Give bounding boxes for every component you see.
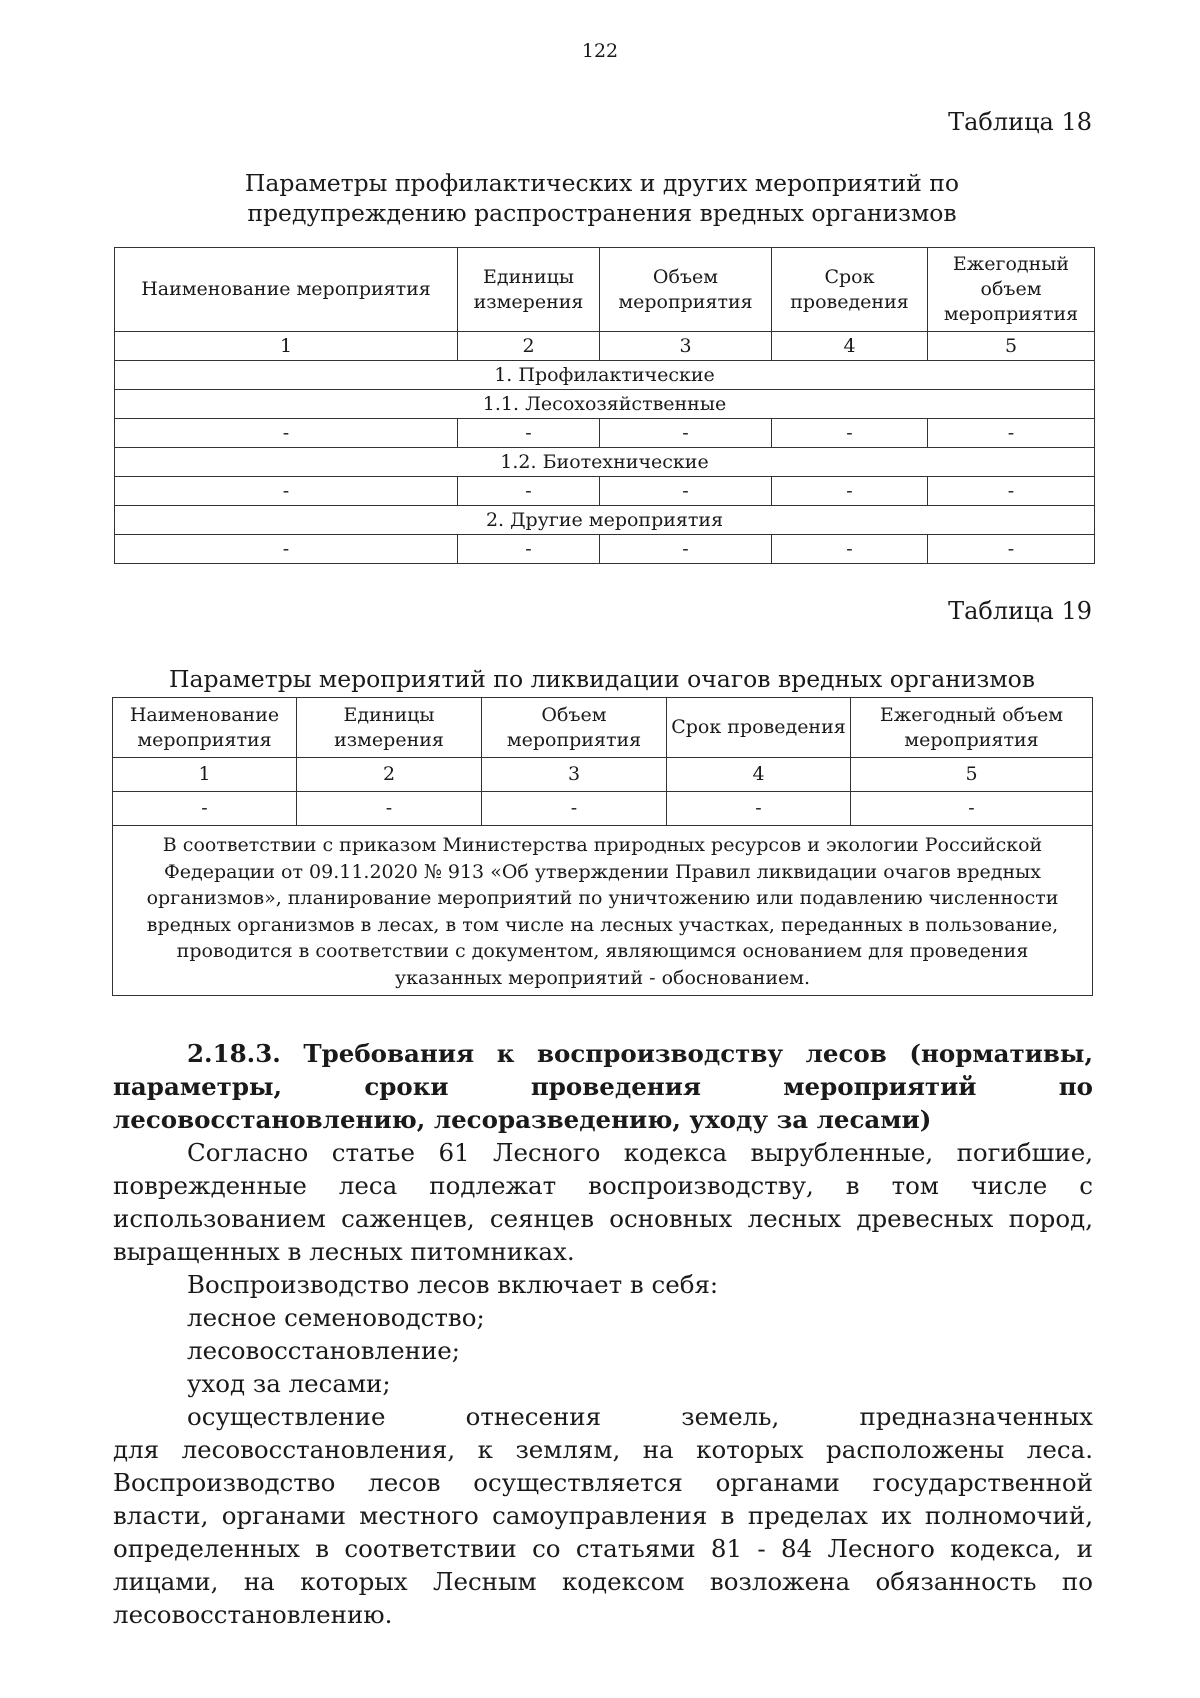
header-cell: Ежегодный объем мероприятия <box>928 248 1095 332</box>
paragraph: Согласно статье 61 Лесного кодекса вырубленные, погибшие, поврежденные леса подлежат воспроизводству, в том числе с использованием саженцев, сеянцев основных лесных древесных пород, выращенных в лесных питомниках. <box>113 1138 1093 1266</box>
table-cell: - <box>667 792 851 826</box>
list-item <box>187 1400 1093 1433</box>
table-18-caption-line2: предупреждению распространения вредных организмов <box>247 199 957 227</box>
list-item: уход за лесами; <box>187 1369 391 1398</box>
column-number: 1 <box>115 332 458 361</box>
table-row <box>115 535 1095 564</box>
word: земель, <box>681 1402 780 1431</box>
column-number: 1 <box>113 758 297 792</box>
section-row: 2. Другие мероприятия <box>115 506 1095 535</box>
page-number: 122 <box>581 40 619 62</box>
table-cell: - <box>772 535 928 564</box>
table-row <box>113 826 1093 996</box>
column-number: 4 <box>667 758 851 792</box>
table-18-caption-line1: Параметры профилактических и других мероприятий по <box>244 169 960 197</box>
table-row <box>115 361 1095 390</box>
table-cell: - <box>115 419 458 448</box>
table-row <box>115 477 1095 506</box>
section-row: 1.1. Лесохозяйственные <box>115 390 1095 419</box>
table-18 <box>114 247 1095 564</box>
word: отнесения <box>465 1402 602 1431</box>
table-18-label: Таблица 18 <box>948 108 1092 136</box>
table-cell: - <box>928 419 1095 448</box>
header-cell: Срок проведения <box>667 698 851 758</box>
word: осуществление <box>187 1402 386 1431</box>
table-18-caption <box>112 168 1092 228</box>
table-cell: - <box>928 535 1095 564</box>
header-cell: Объем мероприятия <box>482 698 667 758</box>
table-cell: - <box>772 419 928 448</box>
table-row <box>115 332 1095 361</box>
table-cell: - <box>113 792 297 826</box>
header-cell: Наименование мероприятия <box>113 698 297 758</box>
table-cell: - <box>458 535 600 564</box>
word: предназначенных <box>859 1402 1093 1431</box>
table-cell: - <box>851 792 1093 826</box>
paragraph: Воспроизводство лесов включает в себя: <box>187 1270 719 1299</box>
paragraph: для лесовосстановления, к землям, на которых расположены леса. Воспроизводство лесов осуществляется органами государственной власти, органами местного самоуправления в пределах их полномочий, определенных в соответствии со статьями 81 - 84 Лесного кодекса, и лицами, на которых Лесным кодексом возложена обязанность по лесовосстановлению. <box>113 1435 1093 1629</box>
section-row: 1.2. Биотехнические <box>115 448 1095 477</box>
table-row <box>115 390 1095 419</box>
column-number: 2 <box>297 758 482 792</box>
header-cell: Срок проведения <box>772 248 928 332</box>
table-row <box>115 506 1095 535</box>
header-cell: Объем мероприятия <box>600 248 772 332</box>
column-number: 4 <box>772 332 928 361</box>
table-row <box>115 448 1095 477</box>
table-cell: - <box>115 477 458 506</box>
table-row <box>113 792 1093 826</box>
table-cell: - <box>600 419 772 448</box>
section-heading: 2.18.3. Требования к воспроизводству лесов (нормативы, параметры, сроки проведения мероприятий по лесовосстановлению, лесоразведению, уходу за лесами) <box>113 1039 1093 1134</box>
list-item: лесовосстановление; <box>187 1336 461 1365</box>
column-number: 3 <box>482 758 667 792</box>
column-number: 3 <box>600 332 772 361</box>
table-cell: - <box>297 792 482 826</box>
table-cell: - <box>600 535 772 564</box>
table-cell: - <box>458 477 600 506</box>
table-row <box>113 758 1093 792</box>
column-number: 5 <box>928 332 1095 361</box>
table-row <box>113 698 1093 758</box>
header-cell: Наименование мероприятия <box>115 248 458 332</box>
table-row <box>115 248 1095 332</box>
table-cell: - <box>600 477 772 506</box>
table-cell: - <box>115 535 458 564</box>
list-item: лесное семеноводство; <box>187 1303 485 1332</box>
column-number: 5 <box>851 758 1093 792</box>
table-19-note: В соответствии с приказом Министерства природных ресурсов и экологии Российской Федерации от 09.11.2020 № 913 «Об утверждении Правил ликвидации очагов вредных организмов», планирование мероприятий по уничтожению или подавлению численности вредных организмов в лесах, в том числе на лесных участках, переданных в пользование, проводится в соответствии с документом, являющимся основанием для проведения указанных мероприятий - обоснованием. <box>113 826 1093 996</box>
table-19 <box>112 697 1093 996</box>
table-cell: - <box>928 477 1095 506</box>
table-cell: - <box>482 792 667 826</box>
table-row <box>115 419 1095 448</box>
table-cell: - <box>772 477 928 506</box>
header-cell: Единицы измерения <box>297 698 482 758</box>
column-number: 2 <box>458 332 600 361</box>
table-19-caption: Параметры мероприятий по ликвидации очагов вредных организмов <box>168 665 1036 693</box>
header-cell: Единицы измерения <box>458 248 600 332</box>
table-19-label: Таблица 19 <box>948 597 1092 625</box>
header-cell: Ежегодный объем мероприятия <box>851 698 1093 758</box>
table-cell: - <box>458 419 600 448</box>
section-row: 1. Профилактические <box>115 361 1095 390</box>
